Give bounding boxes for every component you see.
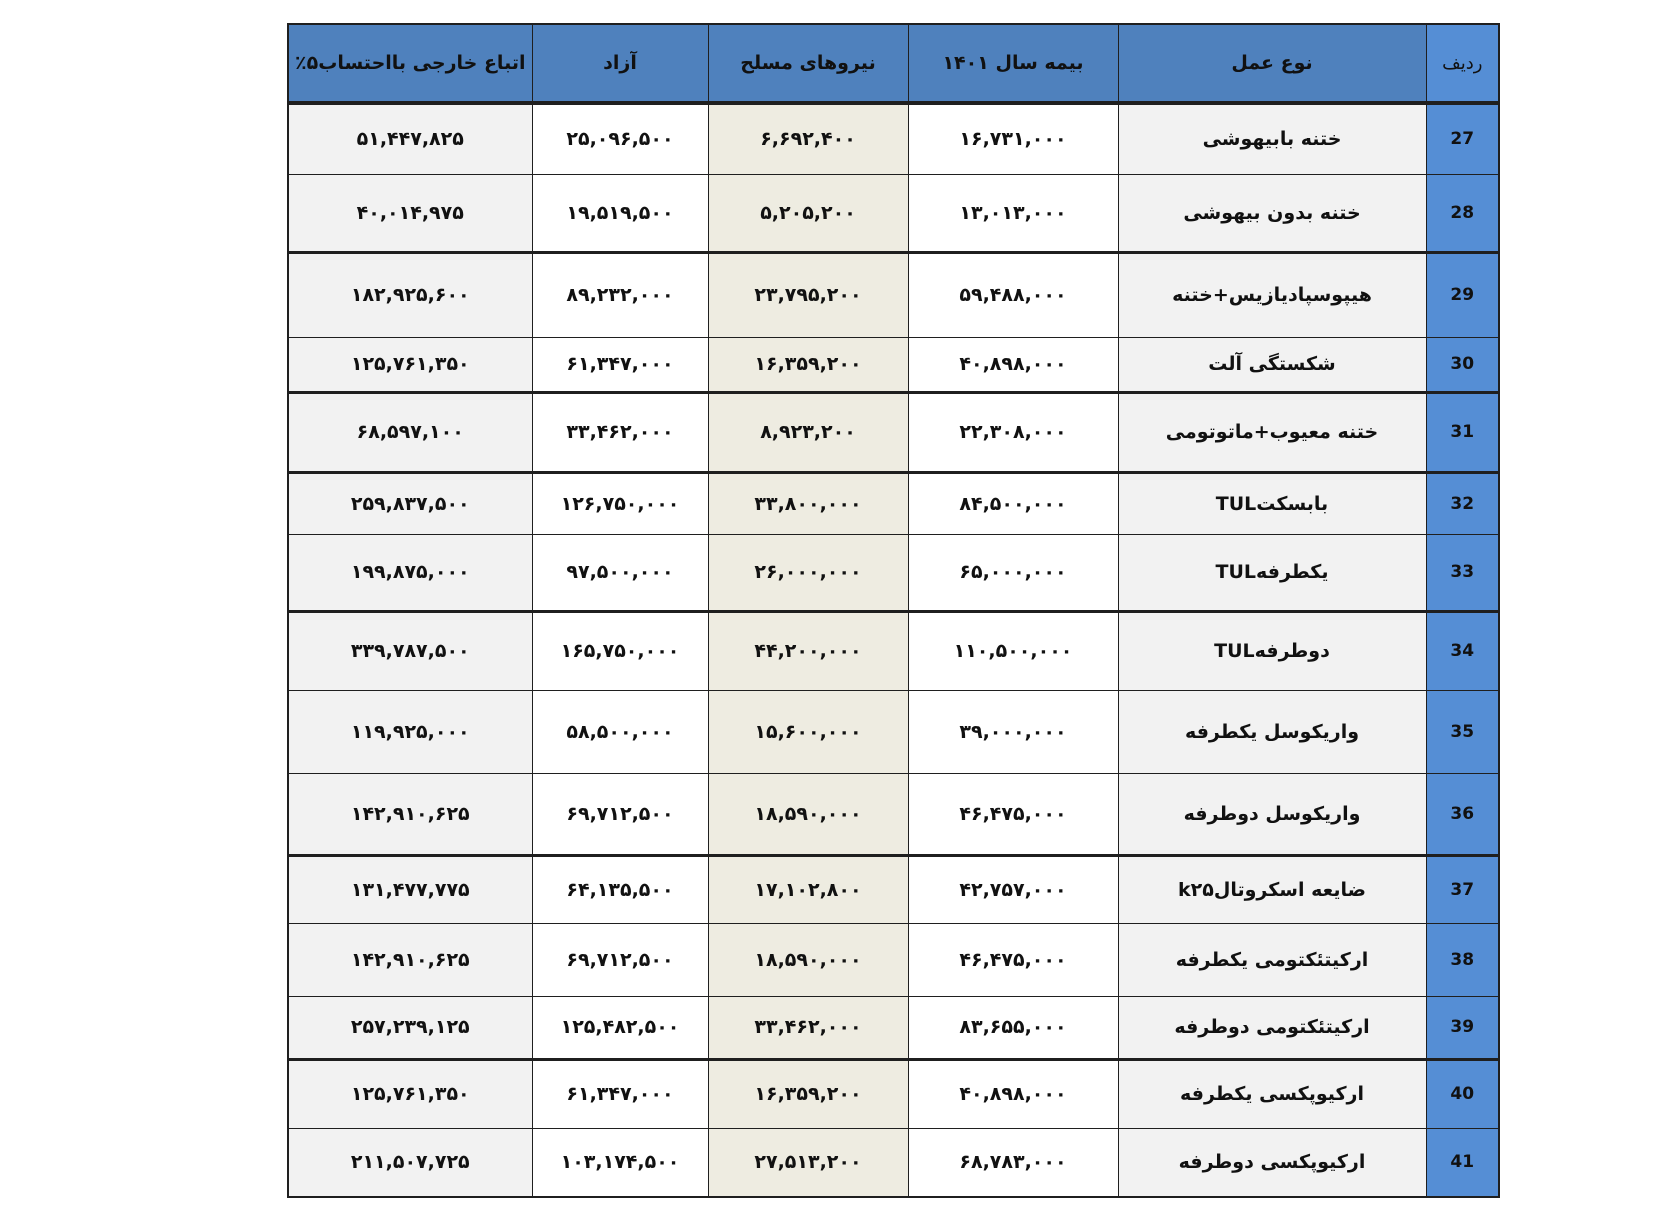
- insurance-price: ۱۱۰,۵۰۰,۰۰۰: [908, 611, 1118, 690]
- free-price: ۹۷,۵۰۰,۰۰۰: [532, 534, 708, 611]
- table-row: [288, 103, 1499, 174]
- insurance-price: ۸۳,۶۵۵,۰۰۰: [908, 996, 1118, 1059]
- foreign-price: ۱۴۲,۹۱۰,۶۲۵: [288, 773, 532, 855]
- table-row: [288, 855, 1499, 923]
- row-number: 31: [1426, 392, 1499, 472]
- procedure-name: واریکوسل یکطرفه: [1118, 690, 1426, 773]
- insurance-price: ۲۲,۳۰۸,۰۰۰: [908, 392, 1118, 472]
- row-number: 34: [1426, 611, 1499, 690]
- table-row: [288, 611, 1499, 690]
- armed-forces-price: ۵,۲۰۵,۲۰۰: [708, 174, 908, 252]
- armed-forces-price: ۴۴,۲۰۰,۰۰۰: [708, 611, 908, 690]
- procedure-name: ارکیتئکتومی دوطرفه: [1118, 996, 1426, 1059]
- foreign-price: ۳۳۹,۷۸۷,۵۰۰: [288, 611, 532, 690]
- insurance-price: ۴۶,۴۷۵,۰۰۰: [908, 773, 1118, 855]
- row-number: 38: [1426, 923, 1499, 996]
- armed-forces-price: ۱۷,۱۰۲,۸۰۰: [708, 855, 908, 923]
- free-price: ۱۹,۵۱۹,۵۰۰: [532, 174, 708, 252]
- foreign-price: ۶۸,۵۹۷,۱۰۰: [288, 392, 532, 472]
- insurance-price: ۴۲,۷۵۷,۰۰۰: [908, 855, 1118, 923]
- row-number: 30: [1426, 337, 1499, 392]
- row-number: 32: [1426, 472, 1499, 534]
- procedure-name: ختنه معیوب+ماتوتومی: [1118, 392, 1426, 472]
- armed-forces-price: ۲۶,۰۰۰,۰۰۰: [708, 534, 908, 611]
- table-header-row: [288, 24, 1499, 103]
- armed-forces-price: ۳۳,۸۰۰,۰۰۰: [708, 472, 908, 534]
- table-row: [288, 534, 1499, 611]
- header-armed-forces: نیروهای مسلح: [708, 24, 908, 103]
- insurance-price: ۶۵,۰۰۰,۰۰۰: [908, 534, 1118, 611]
- procedure-name: ارکیوپکسی یکطرفه: [1118, 1059, 1426, 1128]
- free-price: ۶۹,۷۱۲,۵۰۰: [532, 923, 708, 996]
- armed-forces-price: ۱۸,۵۹۰,۰۰۰: [708, 923, 908, 996]
- row-number: 35: [1426, 690, 1499, 773]
- free-price: ۱۲۵,۴۸۲,۵۰۰: [532, 996, 708, 1059]
- free-price: ۵۸,۵۰۰,۰۰۰: [532, 690, 708, 773]
- armed-forces-price: ۱۸,۵۹۰,۰۰۰: [708, 773, 908, 855]
- row-number: 27: [1426, 103, 1499, 174]
- header-insurance: بیمه سال ۱۴۰۱: [908, 24, 1118, 103]
- insurance-price: ۴۶,۴۷۵,۰۰۰: [908, 923, 1118, 996]
- insurance-price: ۸۴,۵۰۰,۰۰۰: [908, 472, 1118, 534]
- table-row: [288, 472, 1499, 534]
- header-row-number: ردیف: [1426, 24, 1499, 103]
- price-table: [287, 23, 1500, 1198]
- foreign-price: ۱۴۲,۹۱۰,۶۲۵: [288, 923, 532, 996]
- free-price: ۶۴,۱۳۵,۵۰۰: [532, 855, 708, 923]
- insurance-price: ۶۸,۷۸۳,۰۰۰: [908, 1128, 1118, 1197]
- foreign-price: ۲۵۹,۸۳۷,۵۰۰: [288, 472, 532, 534]
- row-number: 37: [1426, 855, 1499, 923]
- insurance-price: ۵۹,۴۸۸,۰۰۰: [908, 252, 1118, 337]
- free-price: ۱۰۳,۱۷۴,۵۰۰: [532, 1128, 708, 1197]
- armed-forces-price: ۱۶,۳۵۹,۲۰۰: [708, 337, 908, 392]
- table-row: [288, 174, 1499, 252]
- procedure-name: دوطرفهTUL: [1118, 611, 1426, 690]
- free-price: ۸۹,۲۳۲,۰۰۰: [532, 252, 708, 337]
- foreign-price: ۱۹۹,۸۷۵,۰۰۰: [288, 534, 532, 611]
- table-row: [288, 392, 1499, 472]
- table-row: [288, 1128, 1499, 1197]
- foreign-price: ۵۱,۴۴۷,۸۲۵: [288, 103, 532, 174]
- foreign-price: ۱۸۲,۹۲۵,۶۰۰: [288, 252, 532, 337]
- table-row: [288, 773, 1499, 855]
- header-procedure: نوع عمل: [1118, 24, 1426, 103]
- armed-forces-price: ۶,۶۹۲,۴۰۰: [708, 103, 908, 174]
- procedure-name: ارکیتئکتومی یکطرفه: [1118, 923, 1426, 996]
- foreign-price: ۲۱۱,۵۰۷,۷۲۵: [288, 1128, 532, 1197]
- armed-forces-price: ۱۵,۶۰۰,۰۰۰: [708, 690, 908, 773]
- row-number: 36: [1426, 773, 1499, 855]
- procedure-name: ضایعه اسکروتالk۲۵: [1118, 855, 1426, 923]
- table-row: [288, 996, 1499, 1059]
- row-number: 29: [1426, 252, 1499, 337]
- foreign-price: ۲۵۷,۲۳۹,۱۲۵: [288, 996, 532, 1059]
- foreign-price: ۱۲۵,۷۶۱,۳۵۰: [288, 1059, 532, 1128]
- row-number: 40: [1426, 1059, 1499, 1128]
- table-row: [288, 252, 1499, 337]
- free-price: ۳۳,۴۶۲,۰۰۰: [532, 392, 708, 472]
- free-price: ۶۹,۷۱۲,۵۰۰: [532, 773, 708, 855]
- procedure-name: واریکوسل دوطرفه: [1118, 773, 1426, 855]
- free-price: ۶۱,۳۴۷,۰۰۰: [532, 1059, 708, 1128]
- armed-forces-price: ۸,۹۲۳,۲۰۰: [708, 392, 908, 472]
- row-number: 28: [1426, 174, 1499, 252]
- procedure-name: یکطرفهTUL: [1118, 534, 1426, 611]
- procedure-name: شکستگی آلت: [1118, 337, 1426, 392]
- foreign-price: ۴۰,۰۱۴,۹۷۵: [288, 174, 532, 252]
- free-price: ۱۶۵,۷۵۰,۰۰۰: [532, 611, 708, 690]
- table-row: [288, 923, 1499, 996]
- row-number: 39: [1426, 996, 1499, 1059]
- table-row: [288, 1059, 1499, 1128]
- armed-forces-price: ۲۷,۵۱۳,۲۰۰: [708, 1128, 908, 1197]
- procedure-name: ارکیوپکسی دوطرفه: [1118, 1128, 1426, 1197]
- armed-forces-price: ۲۳,۷۹۵,۲۰۰: [708, 252, 908, 337]
- insurance-price: ۱۶,۷۳۱,۰۰۰: [908, 103, 1118, 174]
- procedure-name: هیپوسپادیازیس+ختنه: [1118, 252, 1426, 337]
- foreign-price: ۱۳۱,۴۷۷,۷۷۵: [288, 855, 532, 923]
- row-number: 33: [1426, 534, 1499, 611]
- insurance-price: ۱۳,۰۱۳,۰۰۰: [908, 174, 1118, 252]
- foreign-price: ۱۲۵,۷۶۱,۳۵۰: [288, 337, 532, 392]
- free-price: ۱۲۶,۷۵۰,۰۰۰: [532, 472, 708, 534]
- foreign-price: ۱۱۹,۹۲۵,۰۰۰: [288, 690, 532, 773]
- row-number: 41: [1426, 1128, 1499, 1197]
- table-row: [288, 690, 1499, 773]
- insurance-price: ۴۰,۸۹۸,۰۰۰: [908, 337, 1118, 392]
- procedure-name: ختنه بابیهوشی: [1118, 103, 1426, 174]
- armed-forces-price: ۳۳,۴۶۲,۰۰۰: [708, 996, 908, 1059]
- header-foreign: اتباع خارجی بااحتساب۵٪: [288, 24, 532, 103]
- armed-forces-price: ۱۶,۳۵۹,۲۰۰: [708, 1059, 908, 1128]
- insurance-price: ۴۰,۸۹۸,۰۰۰: [908, 1059, 1118, 1128]
- procedure-name: ختنه بدون بیهوشی: [1118, 174, 1426, 252]
- free-price: ۶۱,۳۴۷,۰۰۰: [532, 337, 708, 392]
- free-price: ۲۵,۰۹۶,۵۰۰: [532, 103, 708, 174]
- procedure-name: بابسکتTUL: [1118, 472, 1426, 534]
- table-row: [288, 337, 1499, 392]
- insurance-price: ۳۹,۰۰۰,۰۰۰: [908, 690, 1118, 773]
- header-free: آزاد: [532, 24, 708, 103]
